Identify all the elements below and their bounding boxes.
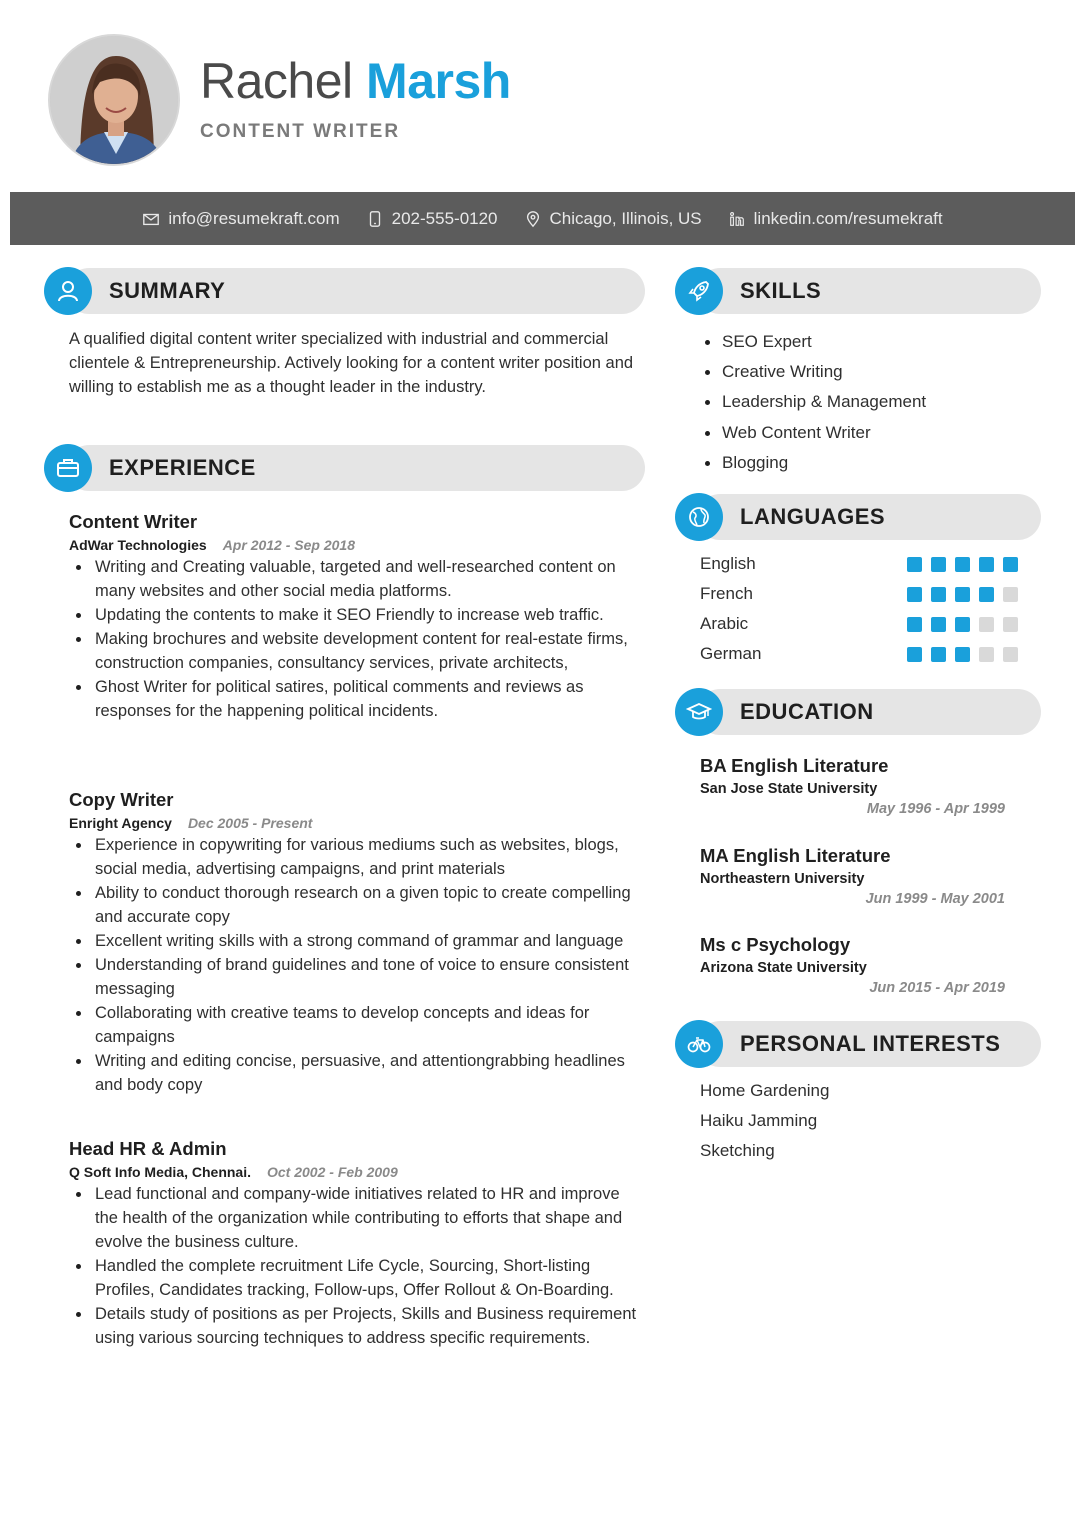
language-name: German: [700, 644, 762, 663]
edu-school: Northeastern University: [700, 871, 865, 887]
user-icon: [44, 267, 92, 315]
education-heading: EDUCATION: [740, 699, 874, 724]
language-row: [700, 609, 1020, 639]
last-name: Marsh: [366, 53, 511, 109]
phone-icon: [366, 210, 384, 228]
job-bullet: Writing and editing concise, persuasive, and attentiongrabbing headlines and body copy: [69, 1049, 639, 1097]
skill-item: Creative Writing: [700, 357, 926, 387]
edu-degree: Ms c Psychology: [700, 934, 851, 955]
job-dates: Apr 2012 - Sep 2018: [222, 537, 355, 553]
first-name: Rachel: [200, 53, 353, 109]
language-name: Arabic: [700, 614, 749, 633]
language-level-meter: [907, 647, 1018, 662]
skills-list: [700, 327, 926, 478]
level-dot: [979, 557, 994, 572]
globe-icon: [675, 493, 723, 541]
level-dot: [979, 617, 994, 632]
job-bullet: Writing and Creating valuable, targeted and well-researched content on many websites and other social media platforms.: [69, 555, 639, 603]
interests-list: [700, 1076, 829, 1167]
summary-text: A qualified digital content writer specialized with industrial and commercial clientele & Entrepreneurship. Actively looking for a content writer position and willing to establish me as a thought leader in the industry.: [69, 330, 634, 396]
contact-linkedin[interactable]: [728, 209, 943, 229]
interests-header: [675, 1019, 1041, 1069]
level-dot: [955, 587, 970, 602]
interest-item: Sketching: [700, 1141, 775, 1161]
edu-dates: Jun 1999 - May 2001: [865, 891, 1005, 907]
job-title: CONTENT WRITER: [200, 121, 401, 142]
job-bullet: Ghost Writer for political satires, political comments and reviews as responses for the happening political incidents.: [69, 675, 639, 723]
job-entry: [69, 789, 639, 1097]
location-pin-icon: [524, 210, 542, 228]
language-row: [700, 579, 1020, 609]
language-level-meter: [907, 557, 1018, 572]
edu-dates: May 1996 - Apr 1999: [866, 801, 1005, 817]
job-company: Enright Agency: [69, 815, 172, 831]
job-entry: [69, 1138, 639, 1350]
job-bullet: Lead functional and company-wide initiatives related to HR and improve the health of the organization while contributing to efforts that shape and evolve the business culture.: [69, 1182, 639, 1254]
skills-heading: SKILLS: [740, 278, 822, 303]
level-dot: [1003, 587, 1018, 602]
language-row: [700, 549, 1020, 579]
job-entry-title: Content Writer: [69, 511, 198, 532]
language-name: French: [700, 584, 753, 603]
interests-heading: PERSONAL INTERESTS: [740, 1031, 1001, 1056]
level-dot: [955, 647, 970, 662]
job-company: AdWar Technologies: [69, 537, 207, 553]
level-dot: [907, 557, 922, 572]
level-dot: [907, 617, 922, 632]
level-dot: [1003, 617, 1018, 632]
edu-school: Arizona State University: [700, 960, 867, 976]
interest-item: Home Gardening: [700, 1081, 830, 1100]
edu-degree: MA English Literature: [700, 845, 891, 866]
job-bullet: Details study of positions as per Projects, Skills and Business requirement using various sourcing techniques to address specific requirements.: [69, 1302, 639, 1350]
education-entry: [700, 934, 1010, 998]
level-dot: [979, 647, 994, 662]
contact-bar: [10, 192, 1075, 245]
edu-degree: BA English Literature: [700, 755, 889, 776]
level-dot: [1003, 557, 1018, 572]
location-text: Chicago, Illinois, US: [549, 208, 702, 228]
job-entry-title: Head HR & Admin: [69, 1138, 227, 1159]
skill-item: Leadership & Management: [700, 387, 926, 417]
contact-phone[interactable]: [366, 209, 498, 229]
level-dot: [907, 587, 922, 602]
job-company: Q Soft Info Media, Chennai.: [69, 1164, 251, 1180]
candidate-name: [200, 52, 511, 110]
profile-photo: [48, 34, 180, 166]
skills-header: [675, 266, 1041, 316]
language-name: English: [700, 554, 756, 573]
level-dot: [931, 647, 946, 662]
rocket-icon: [675, 267, 723, 315]
level-dot: [979, 587, 994, 602]
interest-item: Haiku Jamming: [700, 1111, 818, 1131]
level-dot: [931, 557, 946, 572]
job-bullet: Handled the complete recruitment Life Cycle, Sourcing, Short-listing Profiles, Candidates tracking, Follow-ups, Offer Rollout & On-Boarding.: [69, 1254, 639, 1302]
job-bullet: Updating the contents to make it SEO Friendly to increase web traffic.: [69, 603, 639, 627]
edu-school: San Jose State University: [700, 781, 878, 797]
education-entry: [700, 755, 1010, 819]
job-dates: Oct 2002 - Feb 2009: [267, 1164, 398, 1180]
language-level-meter: [907, 617, 1018, 632]
skill-item: SEO Expert: [700, 327, 926, 357]
contact-location: [524, 209, 702, 229]
level-dot: [955, 617, 970, 632]
summary-header: [44, 266, 645, 316]
languages-heading: LANGUAGES: [740, 504, 886, 529]
level-dot: [907, 647, 922, 662]
linkedin-icon: [728, 210, 746, 228]
job-bullet: Ability to conduct thorough research on a given topic to create compelling and accurate copy: [69, 881, 639, 929]
language-row: [700, 639, 1020, 669]
education-entry: [700, 845, 1010, 909]
edu-dates: Jun 2015 - Apr 2019: [869, 980, 1005, 996]
email-text: info@resumekraft.com: [168, 208, 340, 228]
briefcase-icon: [44, 444, 92, 492]
level-dot: [955, 557, 970, 572]
education-header: [675, 687, 1041, 737]
experience-header: [44, 443, 645, 493]
level-dot: [1003, 647, 1018, 662]
level-dot: [931, 617, 946, 632]
job-dates: Dec 2005 - Present: [187, 815, 313, 831]
experience-heading: EXPERIENCE: [109, 455, 256, 480]
job-bullet: Experience in copywriting for various mediums such as websites, blogs, social media, advertising campaigns, and print materials: [69, 833, 639, 881]
skill-item: Web Content Writer: [700, 418, 926, 448]
linkedin-text: linkedin.com/resumekraft: [753, 208, 943, 228]
contact-email[interactable]: [142, 209, 339, 229]
job-entry-title: Copy Writer: [69, 789, 174, 810]
level-dot: [931, 587, 946, 602]
envelope-icon: [142, 210, 160, 228]
job-bullet: Excellent writing skills with a strong command of grammar and language: [69, 929, 639, 953]
bicycle-icon: [675, 1020, 723, 1068]
summary-heading: SUMMARY: [109, 278, 226, 303]
job-bullet: Understanding of brand guidelines and tone of voice to ensure consistent messaging: [69, 953, 639, 1001]
languages-header: [675, 492, 1041, 542]
job-entry: [69, 511, 639, 723]
language-level-meter: [907, 587, 1018, 602]
job-bullet: Collaborating with creative teams to develop concepts and ideas for campaigns: [69, 1001, 639, 1049]
skill-item: Blogging: [700, 448, 926, 478]
graduation-cap-icon: [675, 688, 723, 736]
phone-text: 202-555-0120: [391, 208, 498, 228]
job-bullet: Making brochures and website development content for real-estate firms, construction companies, consultancy services, private architects,: [69, 627, 639, 675]
